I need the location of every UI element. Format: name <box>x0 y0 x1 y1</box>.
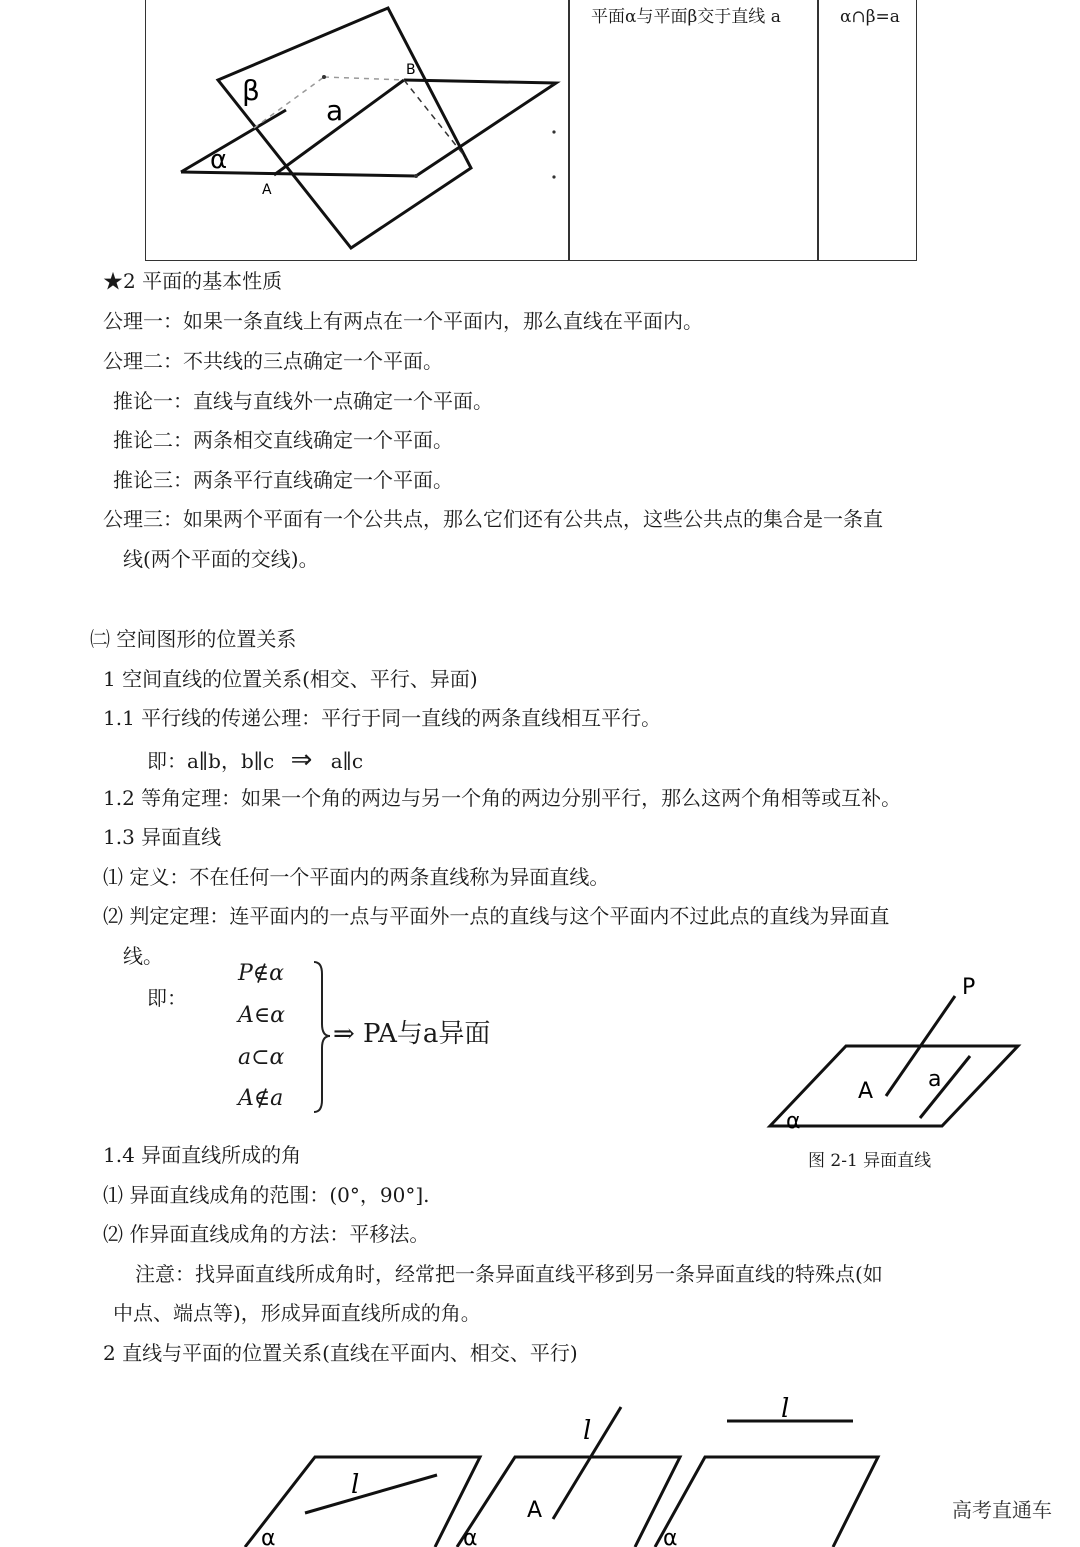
watermark: 高考直通车 <box>952 1498 1052 1522</box>
plane-shape <box>655 1457 878 1547</box>
right-brace <box>310 960 334 1116</box>
label-l: l <box>351 1470 360 1500</box>
plane-shape <box>457 1457 680 1547</box>
ji-label: 即： <box>147 986 187 1010</box>
label-beta: β <box>242 74 260 107</box>
axiom-3-line-2: 线(两个平面的交线)。 <box>123 547 319 571</box>
point-dot <box>322 75 326 79</box>
section-heading: ㈡ 空间图形的位置关系 <box>90 627 297 651</box>
hidden-edge <box>324 77 404 80</box>
condition: A∈α <box>238 1003 286 1028</box>
paragraph-1-3: 1.3 异面直线 <box>103 825 222 849</box>
definition: ⑴ 定义：不在任何一个平面内的两条直线称为异面直线。 <box>103 865 610 889</box>
conclusion: ⇒ PA与a异面 <box>333 1019 491 1049</box>
label-alpha: α <box>210 145 228 175</box>
theorem-line-2: 线。 <box>123 944 163 968</box>
formula-result: a∥c <box>330 749 364 773</box>
corollary-2: 推论二：两条相交直线确定一个平面。 <box>113 428 453 452</box>
note-line-1: 注意：找异面直线所成角时，经常把一条异面直线平移到另一条异面直线的特殊点(如 <box>135 1262 883 1286</box>
formula-1-1 <box>147 747 363 774</box>
axiom-2: 公理二：不共线的三点确定一个平面。 <box>103 349 443 373</box>
cell-description: 平面α与平面β交于直线 a <box>591 7 781 27</box>
plane-alpha-edge <box>181 110 286 172</box>
axiom-3-line-1: 公理三：如果两个平面有一个公共点，那么它们还有公共点，这些公共点的集合是一条直 <box>103 507 883 531</box>
label-a: a <box>326 94 344 127</box>
label-a: a <box>928 1067 942 1092</box>
hidden-edge <box>404 80 466 158</box>
intersecting-planes-figure <box>176 0 566 258</box>
table-column-divider <box>817 0 819 260</box>
condition: a⊂α <box>238 1045 285 1070</box>
label-l: l <box>781 1395 790 1424</box>
label-alpha: α <box>786 1109 801 1134</box>
label-A: A <box>858 1079 874 1104</box>
condition: P∉α <box>238 961 284 986</box>
point-dot <box>552 175 555 178</box>
paragraph-1-2: 1.2 等角定理：如果一个角的两边与另一个角的两边分别平行，那么这两个角相等或互补。 <box>103 786 902 810</box>
line-plane-figures <box>235 1395 885 1547</box>
label-A: A <box>527 1498 543 1523</box>
point-dot <box>414 174 418 178</box>
label-point-B: B <box>406 62 416 78</box>
label-l: l <box>583 1416 592 1446</box>
condition: A∉a <box>238 1086 284 1111</box>
section-heading: ★2 平面的基本性质 <box>103 269 283 293</box>
axiom-1: 公理一：如果一条直线上有两点在一个平面内，那么直线在平面内。 <box>103 309 703 333</box>
angle-range: ⑴ 异面直线成角的范围：(0°，90°]. <box>103 1183 430 1207</box>
skew-lines-figure <box>760 968 1030 1134</box>
theorem-line-1: ⑵ 判定定理：连平面内的一点与平面外一点的直线与这个平面内不过此点的直线为异面直 <box>103 904 890 928</box>
paragraph-1-1: 1.1 平行线的传递公理：平行于同一直线的两条直线相互平行。 <box>103 706 662 730</box>
label-alpha: α <box>261 1526 276 1547</box>
hidden-edge <box>254 77 324 128</box>
corollary-3: 推论三：两条平行直线确定一个平面。 <box>113 468 453 492</box>
angle-method: ⑵ 作异面直线成角的方法：平移法。 <box>103 1222 430 1246</box>
plane-shape <box>245 1457 480 1547</box>
label-P: P <box>962 975 976 1000</box>
plane-alpha-edge <box>404 80 556 176</box>
label-alpha: α <box>663 1526 678 1547</box>
cell-notation: α∩β=a <box>840 7 900 27</box>
corollary-1: 推论一：直线与直线外一点确定一个平面。 <box>113 389 493 413</box>
formula-prefix: 即：a∥b，b∥c <box>147 749 275 773</box>
line-l <box>305 1475 437 1513</box>
note-line-2: 中点、端点等)，形成异面直线所成的角。 <box>113 1301 481 1325</box>
subsection-heading: 2 直线与平面的位置关系(直线在平面内、相交、平行) <box>103 1341 578 1365</box>
paragraph-1-4: 1.4 异面直线所成的角 <box>103 1143 302 1167</box>
figure-caption: 图 2-1 异面直线 <box>808 1151 932 1171</box>
implies-arrow: ⇒ <box>290 745 313 775</box>
label-point-A: A <box>262 182 272 198</box>
definition-table <box>145 0 917 261</box>
table-column-divider <box>568 0 570 260</box>
subsection-heading: 1 空间直线的位置关系(相交、平行、异面) <box>103 667 478 691</box>
label-alpha: α <box>463 1526 478 1547</box>
point-dot <box>552 130 555 133</box>
